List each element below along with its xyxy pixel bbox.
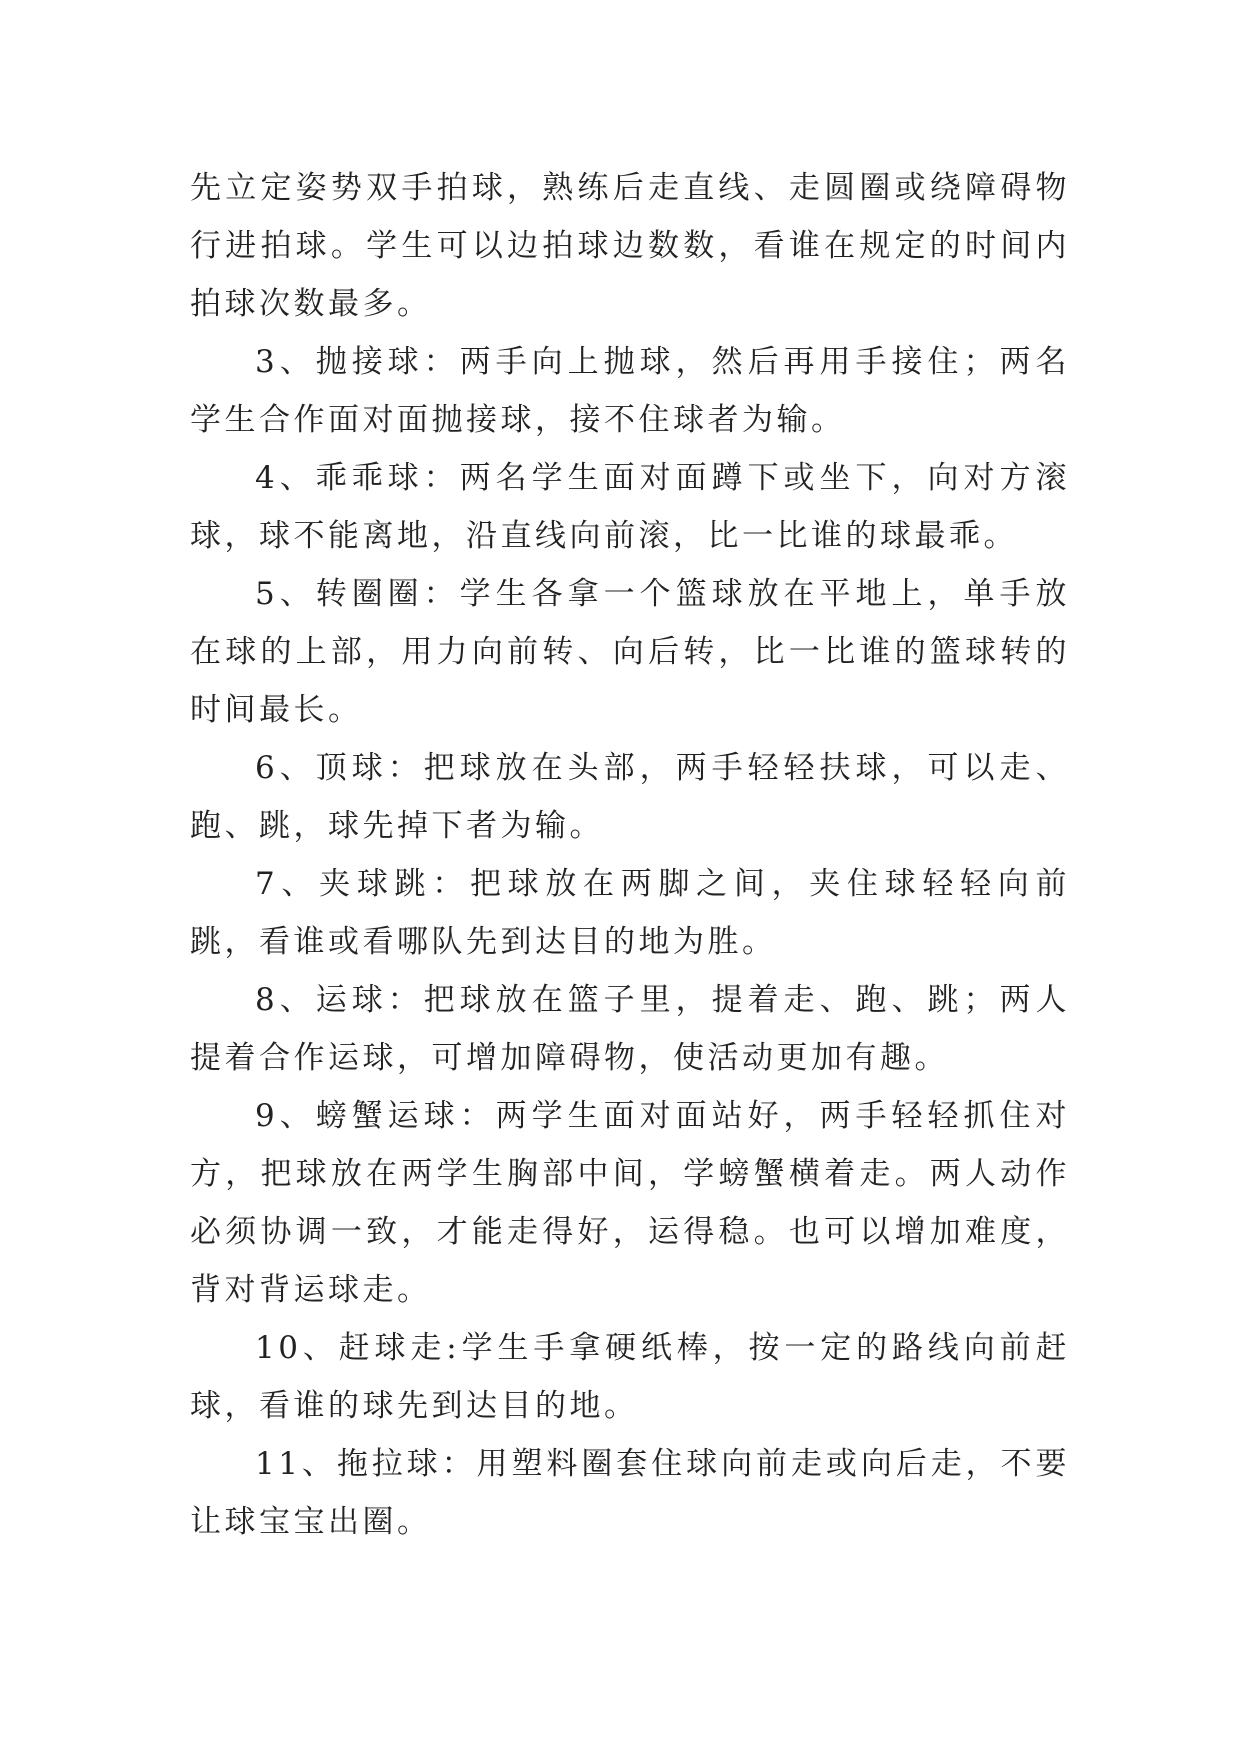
paragraph-item-3: 3、抛接球：两手向上抛球，然后再用手接住；两名学生合作面对面抛接球，接不住球者为输。 — [190, 344, 1070, 438]
paragraph-item-10: 10、赶球走:学生手拿硬纸棒，按一定的路线向前赶球，看谁的球先到达目的地。 — [190, 1330, 1070, 1424]
paragraph-intro: 先立定姿势双手拍球，熟练后走直线、走圆圈或绕障碍物行进拍球。学生可以边拍球边数数，看谁在规定的时间内拍球次数最多。 — [190, 170, 1070, 322]
document-body — [190, 159, 1070, 1551]
paragraph-item-8: 8、运球：把球放在篮子里，提着走、跑、跳；两人提着合作运球，可增加障碍物，使活动更加有趣。 — [190, 982, 1070, 1076]
paragraph-item-9: 9、螃蟹运球：两学生面对面站好，两手轻轻抓住对方，把球放在两学生胸部中间，学螃蟹横着走。两人动作必须协调一致，才能走得好，运得稳。也可以增加难度，背对背运球走。 — [190, 1098, 1070, 1308]
paragraph-item-6: 6、顶球：把球放在头部，两手轻轻扶球，可以走、跑、跳，球先掉下者为输。 — [190, 750, 1070, 844]
paragraph-item-7: 7、夹球跳：把球放在两脚之间，夹住球轻轻向前跳，看谁或看哪队先到达目的地为胜。 — [190, 866, 1070, 960]
paragraph-item-11: 11、拖拉球：用塑料圈套住球向前走或向后走，不要让球宝宝出圈。 — [190, 1446, 1070, 1540]
paragraph-item-5: 5、转圈圈：学生各拿一个篮球放在平地上，单手放在球的上部，用力向前转、向后转，比一比谁的篮球转的时间最长。 — [190, 576, 1070, 728]
paragraph-item-4: 4、乖乖球：两名学生面对面蹲下或坐下，向对方滚球，球不能离地，沿直线向前滚，比一比谁的球最乖。 — [190, 460, 1070, 554]
